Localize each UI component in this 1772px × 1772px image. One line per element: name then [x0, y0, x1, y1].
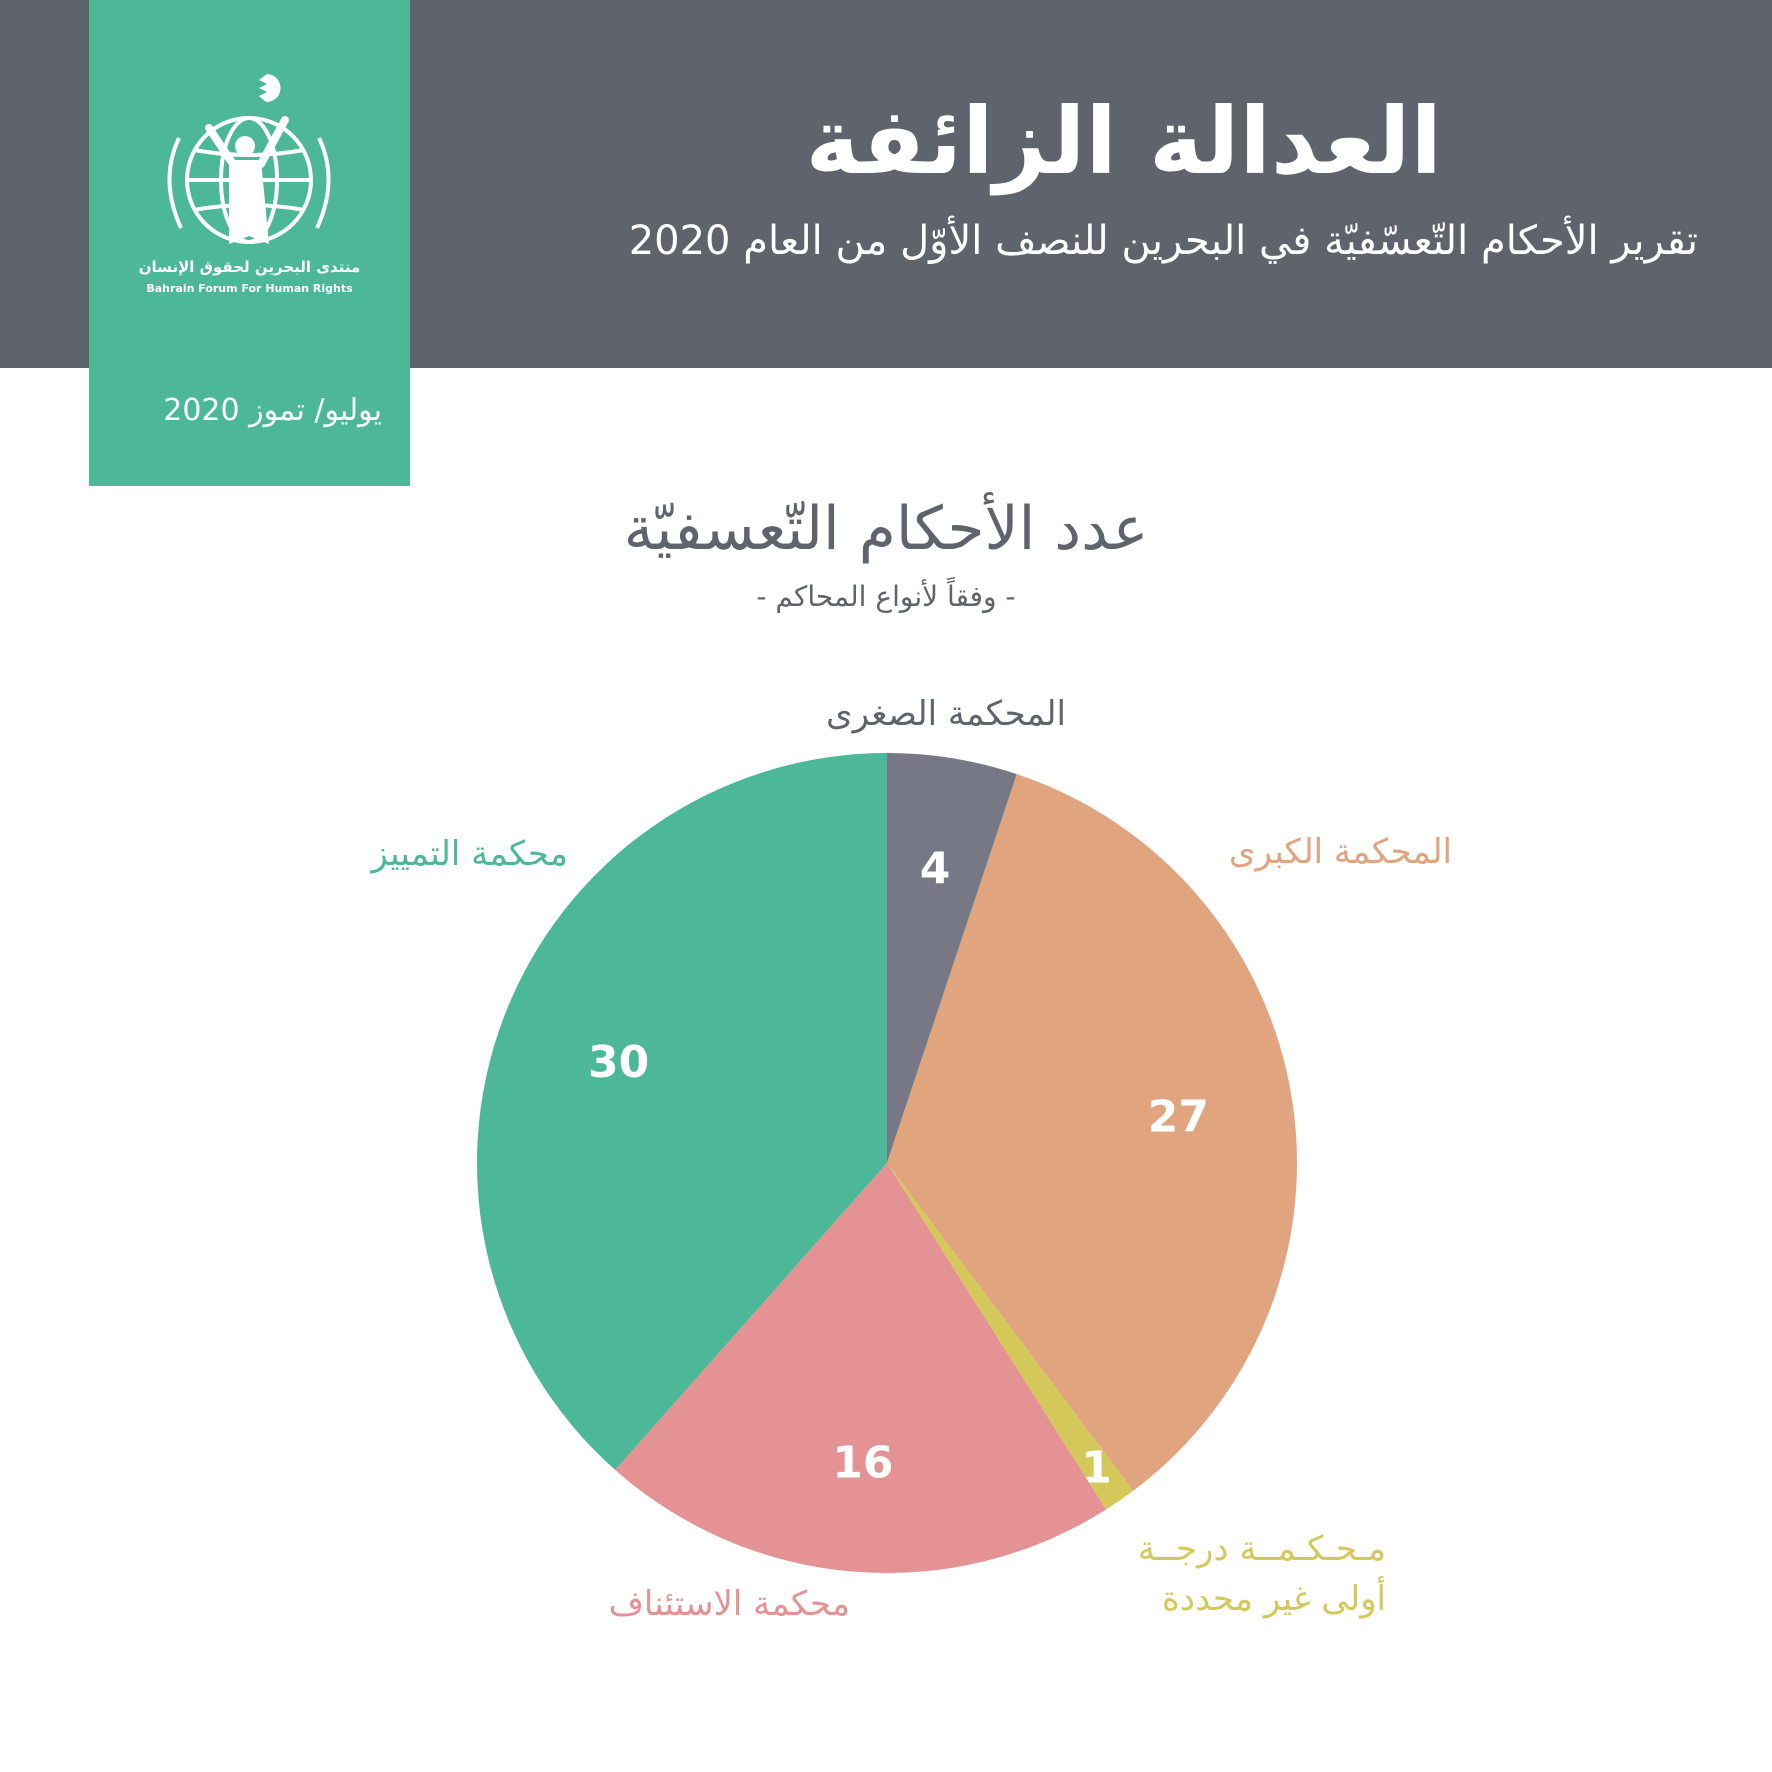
label-small-court [826, 694, 1066, 734]
category-label-line: المحكمة الصغرى [826, 694, 1066, 734]
category-label-line: محكمة الاستئناف [608, 1584, 850, 1624]
slice-value-appeal-court: 16 [832, 1437, 894, 1489]
logo-name-english: Bahrain Forum For Human Rights [146, 282, 353, 295]
category-label-line: مـحـكـمــة درجــة [1137, 1529, 1386, 1569]
category-label-line: المحكمة الكبرى [1228, 832, 1452, 872]
page-title: العدالة الزائفة [805, 88, 1442, 195]
category-label-line: أولى غير محددة [1162, 1579, 1386, 1619]
label-cassation-court [371, 834, 568, 874]
page-subtitle: تقرير الأحكام التّعسّفيّة في البحرين للنصف الأوّل من العام 2020 [628, 218, 1698, 264]
label-unspecified-first-instance [1138, 1524, 1386, 1624]
chart-title: عدد الأحكام التّعسفيّة [623, 494, 1149, 564]
slice-value-high-court: 27 [1147, 1091, 1209, 1143]
slice-value-unspecified-first-instance: 1 [1081, 1442, 1112, 1494]
category-label-line: محكمة التمييز [371, 834, 568, 874]
chart-subtitle: - وفقاً لأنواع المحاكم - [756, 580, 1016, 613]
slice-value-cassation-court: 30 [588, 1037, 650, 1089]
logo-name-arabic: منتدى البحرين لحقوق الإنسان [138, 258, 361, 276]
label-appeal-court [609, 1584, 850, 1624]
slice-value-small-court: 4 [919, 843, 951, 895]
label-high-court [1229, 832, 1452, 872]
report-date: يوليو/ تموز 2020 [163, 393, 382, 428]
